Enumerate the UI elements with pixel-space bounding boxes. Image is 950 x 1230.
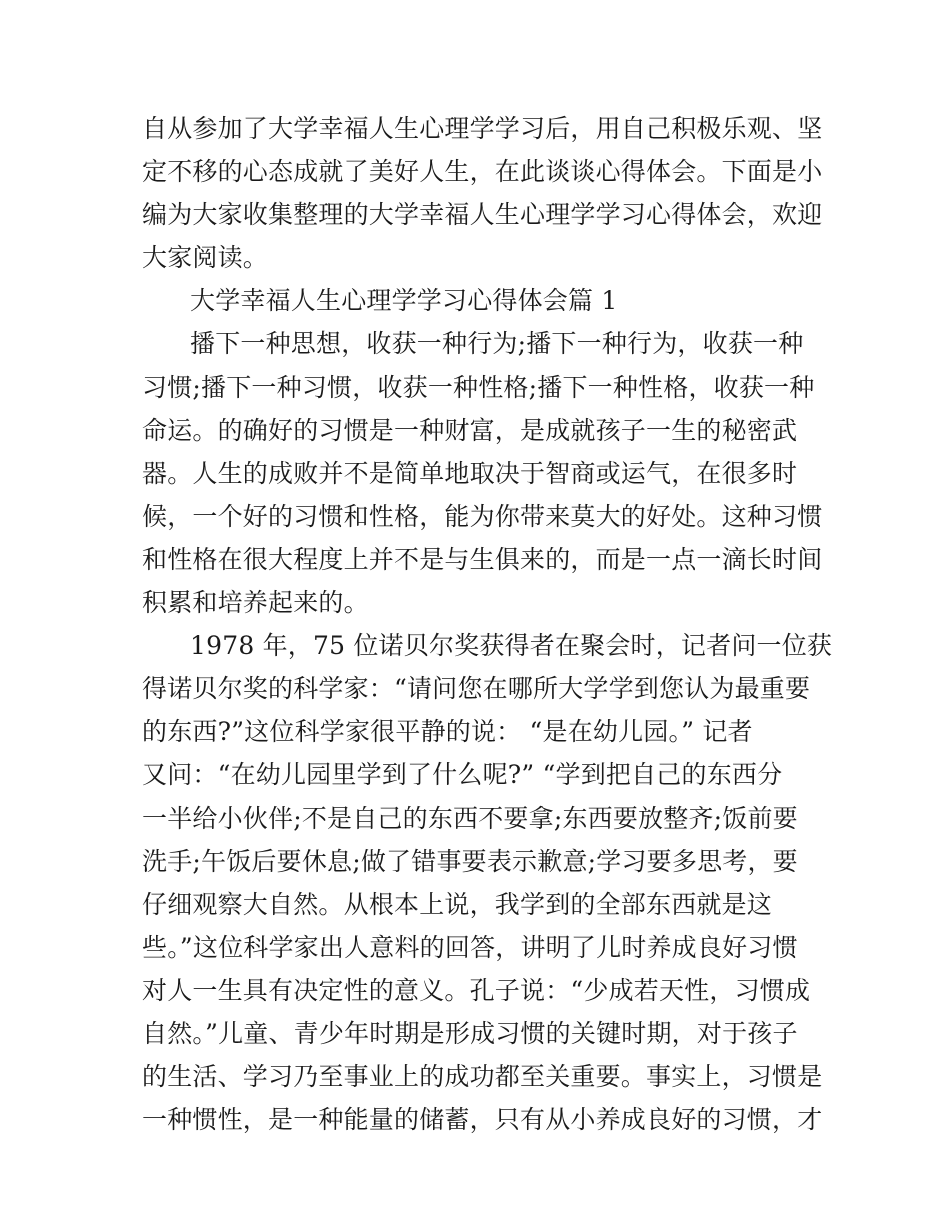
text-line: 编为大家收集整理的大学幸福人生心理学学习心得体会，欢迎 <box>142 200 823 230</box>
text-line: 得诺贝尔奖的科学家：“请问您在哪所大学学到您认为最重要 <box>142 674 811 704</box>
document-body <box>142 107 833 1141</box>
text-line: 定不移的心态成就了美好人生，在此谈谈心得体会。下面是小 <box>142 157 823 187</box>
text-line: 仔细观察大自然。从根本上说，我学到的全部东西就是这 <box>142 889 773 919</box>
text-line: 对人一生具有决定性的意义。孔子说：“少成若天性，习惯成 <box>142 975 811 1005</box>
text-line: 命运。的确好的习惯是一种财富，是成就孩子一生的秘密武 <box>142 415 798 445</box>
text-line: 洗手;午饭后要休息;做了错事要表示歉意;学习要多思考，要 <box>142 846 798 876</box>
text-line: 播下一种思想，收获一种行为;播下一种行为，收获一种 <box>190 329 804 359</box>
section-heading: 大学幸福人生心理学学习心得体会篇 1 <box>190 286 618 316</box>
text-line: 和性格在很大程度上并不是与生俱来的，而是一点一滴长时间 <box>142 544 823 574</box>
text-line: 自从参加了大学幸福人生心理学学习后，用自己积极乐观、坚 <box>142 114 823 143</box>
text-line: 又问：“在幼儿园里学到了什么呢?” “学到把自己的东西分 <box>142 760 783 790</box>
text-line: 1978 年，75 位诺贝尔奖获得者在聚会时，记者问一位获 <box>190 631 833 661</box>
text-line: 积累和培养起来的。 <box>142 588 369 618</box>
text-line: 大家阅读。 <box>142 243 269 273</box>
text-line: 一种惯性，是一种能量的储蓄，只有从小养成良好的习惯，才 <box>142 1105 823 1135</box>
text-line: 些。”这位科学家出人意料的回答，讲明了儿时养成良好习惯 <box>142 932 798 962</box>
text-line: 自然。”儿童、青少年时期是形成习惯的关键时期，对于孩子 <box>142 1018 798 1048</box>
text-line: 的生活、学习乃至事业上的成功都至关重要。事实上，习惯是 <box>142 1062 823 1092</box>
text-line: 一半给小伙伴;不是自己的东西不要拿;东西要放整齐;饭前要 <box>142 803 798 833</box>
text-line: 器。人生的成败并不是简单地取决于智商或运气，在很多时 <box>142 458 798 488</box>
text-line: 的东西?”这位科学家很平静的说： “是在幼儿园。” 记者 <box>142 717 753 747</box>
text-line: 习惯;播下一种习惯，收获一种性格;播下一种性格，收获一种 <box>142 372 815 402</box>
text-line: 候，一个好的习惯和性格，能为你带来莫大的好处。这种习惯 <box>142 501 823 531</box>
